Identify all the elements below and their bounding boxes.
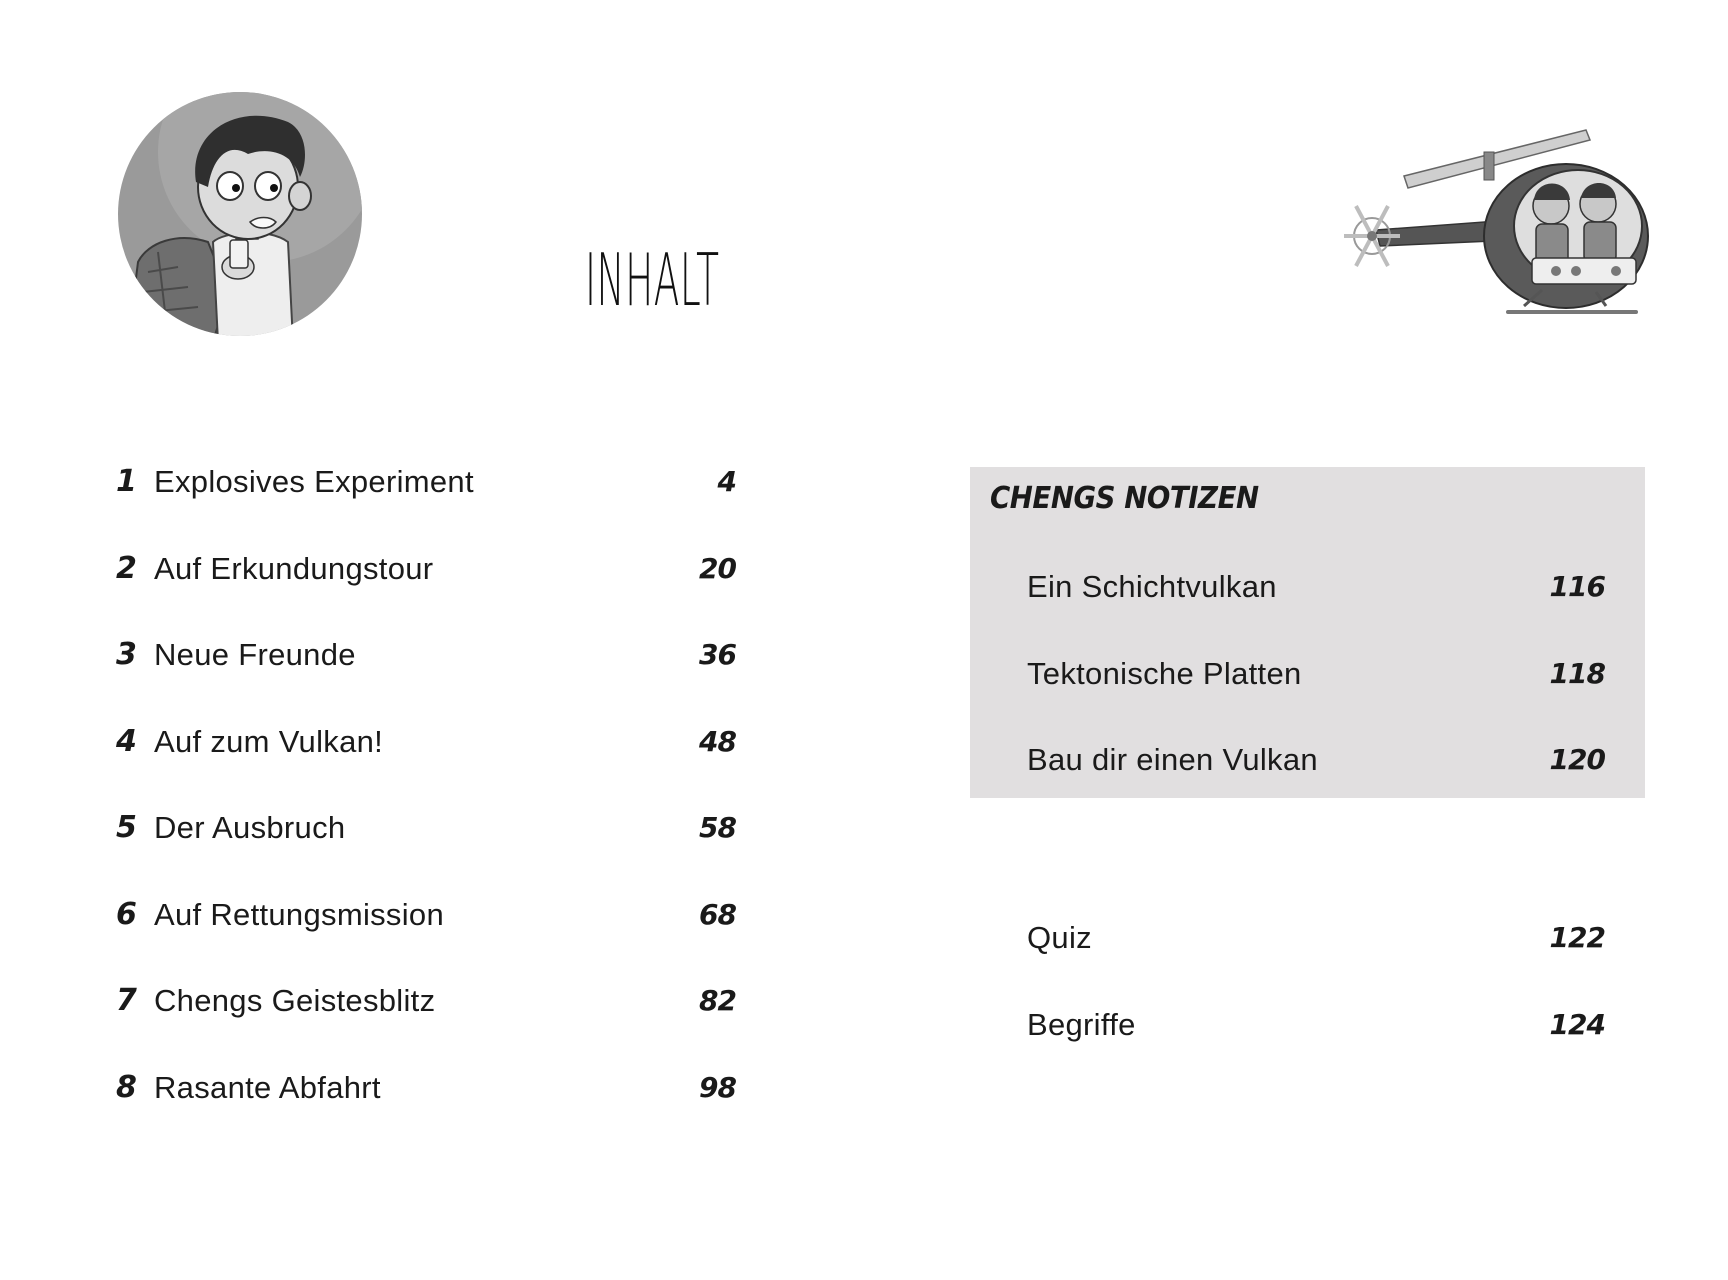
notes-entry-page-number: 118 xyxy=(1549,656,1605,690)
notes-entry[interactable] xyxy=(1027,567,1605,654)
chapter-page-number: 58 xyxy=(699,811,736,844)
notes-entry-page-number: 116 xyxy=(1549,570,1605,603)
chapter-number: 1 xyxy=(116,464,137,499)
extras-entry-glossary[interactable] xyxy=(1027,1005,1605,1092)
extras-entry-page-number: 122 xyxy=(1549,921,1605,954)
chapter-page-number: 68 xyxy=(699,897,736,931)
chapter-entry-2[interactable] xyxy=(116,549,736,636)
chapter-page-number: 4 xyxy=(717,465,736,498)
chapter-title: Auf Erkundungstour xyxy=(154,550,434,586)
chapter-number: 7 xyxy=(116,983,137,1018)
notes-entry-page-number: 120 xyxy=(1549,743,1605,776)
chapter-entry-6[interactable] xyxy=(116,895,736,982)
chapter-page-number: 98 xyxy=(699,1070,736,1104)
notes-entry[interactable] xyxy=(1027,654,1605,741)
chapter-title: Auf zum Vulkan! xyxy=(154,723,384,759)
notes-entry-title: Tektonische Platten xyxy=(1027,655,1302,691)
extras-list xyxy=(1027,918,1605,1091)
notes-list xyxy=(1027,567,1605,827)
chapter-entry-5[interactable] xyxy=(116,808,736,895)
chapter-number: 6 xyxy=(116,896,137,932)
chapter-title: Auf Rettungsmission xyxy=(154,896,444,932)
extras-entry-page-number: 124 xyxy=(1549,1007,1605,1041)
notes-entry-title: Bau dir einen Vulkan xyxy=(1027,742,1318,777)
notes-entry-title: Ein Schichtvulkan xyxy=(1027,569,1277,604)
chapter-number: 5 xyxy=(116,810,137,845)
boy-portrait-illustration xyxy=(118,92,362,336)
chapter-number: 8 xyxy=(116,1069,137,1105)
chapter-number: 3 xyxy=(116,637,137,672)
chapter-number: 2 xyxy=(116,550,137,586)
chapter-title: Explosives Experiment xyxy=(154,464,474,499)
page-title: INHALT xyxy=(585,238,720,322)
chapter-entry-3[interactable] xyxy=(116,635,736,722)
chapter-title: Rasante Abfahrt xyxy=(154,1069,381,1105)
chapter-title: Der Ausbruch xyxy=(154,810,346,845)
notes-entry[interactable] xyxy=(1027,740,1605,827)
chapter-list xyxy=(116,462,736,1154)
helicopter-illustration xyxy=(1336,108,1656,328)
extras-entry-title: Begriffe xyxy=(1027,1006,1136,1042)
extras-entry-quiz[interactable] xyxy=(1027,918,1605,1005)
chapter-page-number: 20 xyxy=(699,551,736,585)
chapter-entry-1[interactable] xyxy=(116,462,736,549)
chapter-entry-8[interactable] xyxy=(116,1068,736,1155)
chapter-title: Chengs Geistesblitz xyxy=(154,983,436,1018)
chapter-page-number: 36 xyxy=(699,638,736,671)
chapter-page-number: 82 xyxy=(699,984,736,1017)
chapter-number: 4 xyxy=(116,723,137,759)
chapter-page-number: 48 xyxy=(699,724,736,758)
chapter-entry-4[interactable] xyxy=(116,722,736,809)
chapter-title: Neue Freunde xyxy=(154,637,356,672)
notes-heading: CHENGS NOTIZEN xyxy=(990,481,1259,516)
chengs-notes-box xyxy=(970,467,1645,798)
chapter-entry-7[interactable] xyxy=(116,981,736,1068)
extras-entry-title: Quiz xyxy=(1027,920,1092,955)
